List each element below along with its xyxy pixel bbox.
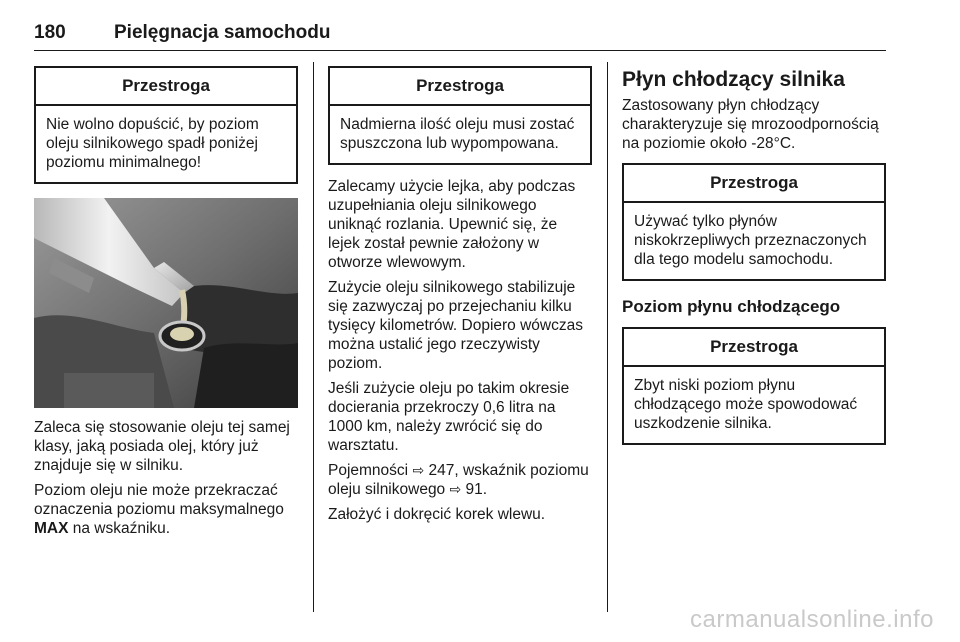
caution-text: Nie wolno dopuścić, by poziom oleju silnikowego spadł poniżej poziomu minimalnego! xyxy=(46,116,259,171)
caution-title: Przestroga xyxy=(624,165,884,203)
page-ref-arrow-icon: ⇨ xyxy=(412,462,425,478)
section-heading: Płyn chłodzący silnika xyxy=(622,68,845,91)
paragraph: Poziom oleju nie może przekraczać oznaczenia poziomu maksymalnego MAX na wskaźniku. xyxy=(34,482,284,537)
page-title: Pielęgnacja samochodu xyxy=(114,22,331,43)
paragraph: Zalecamy użycie lejka, aby podczas uzupełniania oleju silnikowego uniknąć rozlania. Upewnić się, że lejek został pewnie założony w otworze wlewowym. xyxy=(328,178,576,271)
max-mark: MAX xyxy=(34,520,69,537)
caution-box xyxy=(34,66,298,184)
oil-funnel-photo xyxy=(34,198,298,408)
page-ref-arrow-icon: ⇨ xyxy=(449,481,462,497)
paragraph: Zaleca się stosowanie oleju tej samej klasy, jaką posiada olej, który już znajduje się w silniku. xyxy=(34,419,290,474)
column-middle xyxy=(328,66,592,530)
paragraph: Pojemności ⇨ 247, wskaźnik poziomu oleju silnikowego ⇨ 91. xyxy=(328,462,589,498)
caution-text: Nadmierna ilość oleju musi zostać spuszczona lub wypompowana. xyxy=(340,116,575,152)
paragraph: Jeśli zużycie oleju po takim okresie docierania przekroczy 0,6 litra na 1000 km, należy zwrócić się do warsztatu. xyxy=(328,380,570,454)
caution-text: Używać tylko płynów niskokrzepliwych przeznaczonych dla tego modelu samochodu. xyxy=(634,213,867,268)
paragraph: Zużycie oleju silnikowego stabilizuje się zazwyczaj po przejechaniu kilku tysięcy kilometrów. Dopiero wówczas można ustalić jego rzeczywisty poziom. xyxy=(328,279,583,372)
page-number: 180 xyxy=(34,22,66,43)
caution-box xyxy=(328,66,592,165)
caution-text: Zbyt niski poziom płynu chłodzącego może spowodować uszkodzenie silnika. xyxy=(634,377,858,432)
page-header xyxy=(34,22,886,51)
watermark: carmanualsonline.info xyxy=(690,606,934,633)
caution-title: Przestroga xyxy=(36,68,296,106)
paragraph: Założyć i dokręcić korek wlewu. xyxy=(328,506,546,523)
page-ref-link[interactable]: 247 xyxy=(428,462,455,479)
paragraph: Zastosowany płyn chłodzący charakteryzuje się mrozoodpornością na poziomie około -28°C. xyxy=(622,97,879,152)
column-right xyxy=(622,66,886,445)
column-left xyxy=(34,66,298,544)
caution-box xyxy=(622,163,886,281)
column-divider xyxy=(313,62,314,612)
caution-title: Przestroga xyxy=(624,329,884,367)
column-divider xyxy=(607,62,608,612)
caution-title: Przestroga xyxy=(330,68,590,106)
page-ref-link[interactable]: 91 xyxy=(465,481,483,498)
caution-box xyxy=(622,327,886,445)
subsection-heading: Poziom płynu chłodzącego xyxy=(622,297,841,316)
